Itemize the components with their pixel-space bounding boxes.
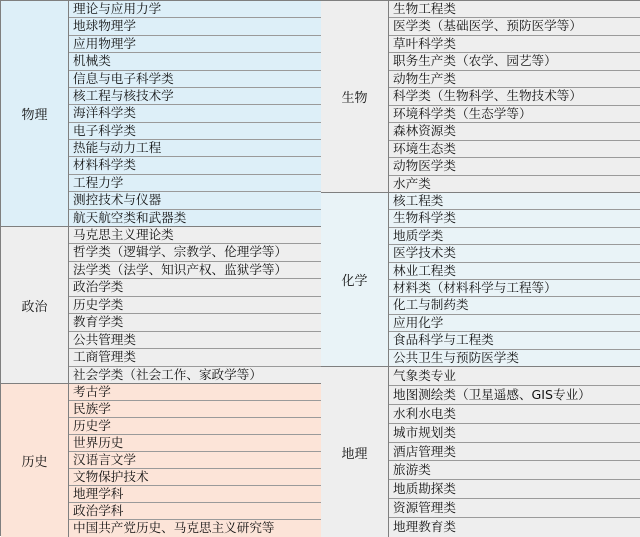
major-list (69, 227, 321, 384)
major-item: 医学技术类 (389, 245, 640, 262)
major-item: 旅游类 (389, 461, 640, 480)
major-item: 公共管理类 (69, 332, 321, 349)
major-item: 城市规划类 (389, 424, 640, 443)
major-item: 草叶科学类 (389, 36, 640, 53)
major-item: 地图测绘类（卫星遥感、GIS专业） (389, 386, 640, 405)
right-column (321, 1, 640, 537)
major-item: 化工与制药类 (389, 297, 640, 314)
major-item: 工商管理类 (69, 349, 321, 366)
subject-group-politics (1, 227, 321, 384)
major-item: 汉语言文学 (69, 452, 321, 469)
major-item: 地理学科 (69, 486, 321, 503)
major-list (389, 1, 640, 193)
major-item: 动物医学类 (389, 158, 640, 175)
major-item: 中国共产党历史、马克思主义研究等 (73, 520, 275, 535)
subject-group-geography (321, 367, 640, 537)
major-item: 社会学类（社会工作、家政学等） (73, 366, 262, 382)
major-item: 理论与应用力学 (69, 1, 321, 18)
major-item: 政治学类 (69, 279, 321, 296)
major-item: 应用物理学 (69, 36, 321, 53)
major-item: 法学类（法学、知识产权、监狱学等） (69, 262, 321, 279)
major-item: 地球物理学 (69, 18, 321, 35)
major-item: 工程力学 (69, 175, 321, 192)
major-item: 信息与电子科学类 (69, 71, 321, 88)
major-item: 材料类（材料科学与工程等） (389, 280, 640, 297)
major-item: 电子科学类 (69, 123, 321, 140)
major-list (69, 1, 321, 227)
major-item: 水利水电类 (389, 405, 640, 424)
major-item: 马克思主义理论类 (69, 227, 321, 244)
major-item: 环境科学类（生态学等） (389, 106, 640, 123)
major-item: 环境生态类 (389, 141, 640, 158)
major-item: 热能与动力工程 (69, 140, 321, 157)
major-item: 地质勘探类 (389, 480, 640, 499)
major-item: 世界历史 (69, 435, 321, 452)
major-item: 资源管理类 (389, 499, 640, 518)
major-item: 历史学类 (69, 297, 321, 314)
major-item: 地质学类 (389, 228, 640, 245)
major-item: 核工程类 (389, 193, 640, 210)
major-item: 哲学类（逻辑学、宗教学、伦理学等） (69, 244, 321, 261)
subject-cell: 化学 (321, 193, 389, 366)
major-item: 科学类（生物科学、生物技术等） (389, 88, 640, 105)
major-item: 酒店管理类 (389, 443, 640, 462)
major-item: 考古学 (69, 384, 321, 401)
major-item: 医学类（基础医学、预防医学等） (389, 18, 640, 35)
major-item: 海洋科学类 (69, 105, 321, 122)
subject-cell: 生物 (321, 1, 389, 192)
major-item: 民族学 (69, 401, 321, 418)
subject-group-chemistry (321, 193, 640, 367)
major-item: 核工程与核技术学 (69, 88, 321, 105)
major-item: 应用化学 (389, 315, 640, 332)
major-list (389, 367, 640, 537)
major-item: 地理教育类 (393, 519, 456, 534)
subject-group-physics (1, 1, 321, 227)
major-item: 测控技术与仪器 (69, 192, 321, 209)
major-item: 机械类 (69, 53, 321, 70)
major-item: 生物工程类 (389, 1, 640, 18)
major-item: 食品科学与工程类 (389, 332, 640, 349)
major-item: 文物保护技术 (69, 469, 321, 486)
subject-group-history (1, 384, 321, 537)
subject-cell: 地理 (321, 367, 389, 537)
major-item: 森林资源类 (389, 123, 640, 140)
major-item: 航天航空类和武器类 (73, 209, 187, 225)
subject-cell: 政治 (1, 227, 69, 383)
major-list (69, 384, 321, 537)
major-item: 动物生产类 (389, 71, 640, 88)
major-item: 公共卫生与预防医学类 (393, 349, 519, 365)
major-item: 生物科学类 (389, 210, 640, 227)
major-item: 林业工程类 (389, 263, 640, 280)
subject-group-biology (321, 1, 640, 193)
subject-cell: 历史 (1, 384, 69, 537)
left-column (1, 1, 321, 537)
major-list (389, 193, 640, 367)
subject-cell: 物理 (1, 1, 69, 226)
major-item: 水产类 (393, 175, 431, 191)
major-item: 气象类专业 (389, 367, 640, 386)
major-item: 政治学科 (69, 503, 321, 520)
major-item: 材料科学类 (69, 157, 321, 174)
major-item: 教育学类 (69, 314, 321, 331)
major-item: 历史学 (69, 418, 321, 435)
major-item: 职务生产类（农学、园艺等） (389, 53, 640, 70)
